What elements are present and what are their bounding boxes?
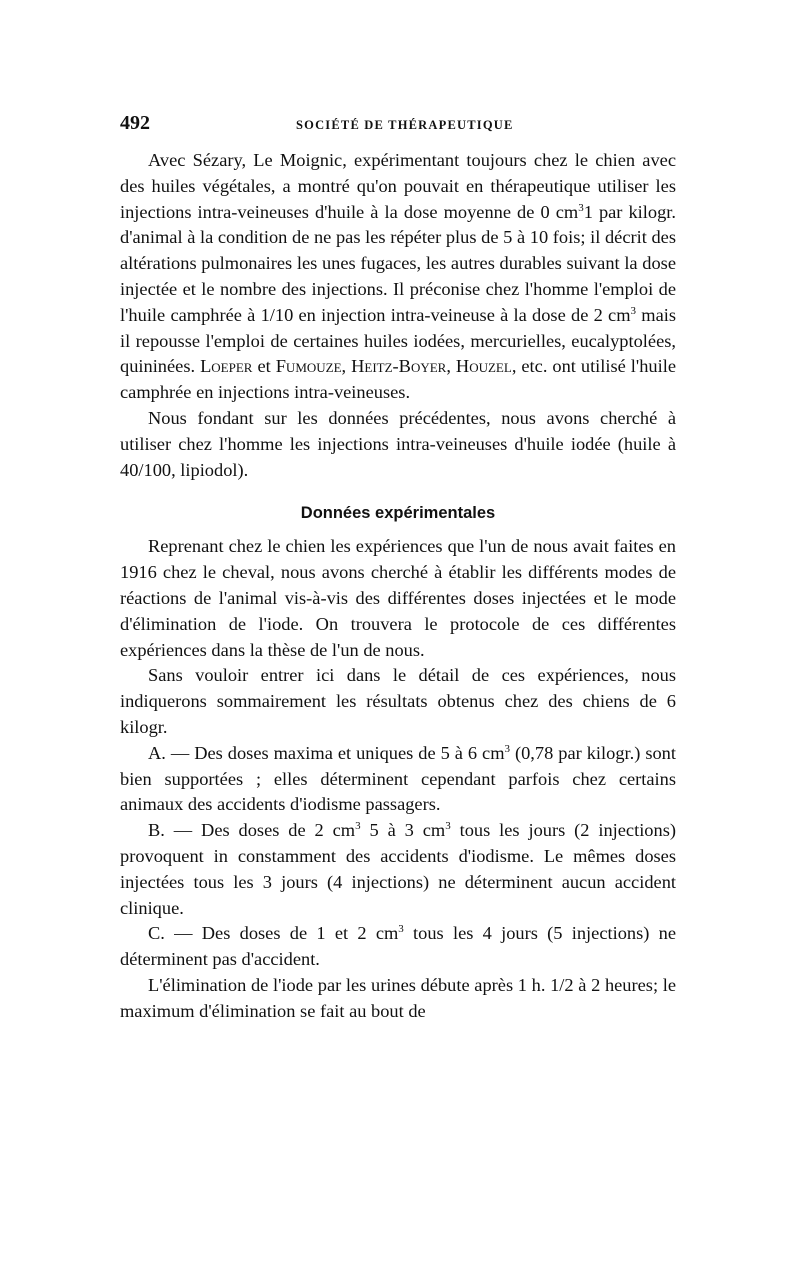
text-run: , etc. ont utilisé l'huile camphrée en injections intra-veineuses. xyxy=(120,356,676,403)
running-title: SOCIÉTÉ DE THÉRAPEUTIQUE xyxy=(296,118,514,132)
text-run: A. — Des doses maxima et uniques de 5 à 6 cm xyxy=(148,742,505,763)
superscript: 3 xyxy=(630,304,637,317)
body-text xyxy=(120,148,676,1025)
section-heading: Données expérimentales xyxy=(300,504,496,523)
text-run: et xyxy=(252,356,276,377)
superscript: 3 xyxy=(355,820,361,832)
page-header xyxy=(120,112,676,138)
paragraph-b xyxy=(120,818,676,921)
page-number: 492 xyxy=(120,112,150,134)
paragraph-5: L'élimination de l'iode par les urines débute après 1 h. 1/2 à 2 heures; le maximum d'élimination se fait au bout de xyxy=(120,974,676,1021)
text-run: (0,78 par kilogr.) sont bien supportées ; elles déterminent cependant parfois chez certains animaux des accidents d'iodisme passagers. xyxy=(120,742,676,815)
paragraph-4: Sans vouloir entrer ici dans le détail de ces expériences, nous indiquerons sommairement les résultats obtenus chez des chiens de 6 kilogr. xyxy=(120,665,676,737)
author-name: Fumouze xyxy=(275,356,342,377)
superscript: 3 xyxy=(445,820,451,832)
superscript: 3 xyxy=(578,201,584,214)
text-run: Avec Sézary, Le Moignic, expérimentant toujours chez le chien avec des huiles végétales, a montré qu'on pouvait en thérapeutique utiliser les injections intra-veineuses d'huile à la dose moyenne de 0 cm xyxy=(120,150,676,222)
text-run: 1 par kilogr. d'animal à la condition de ne pas les répéter plus de 5 à 10 fois; il décrit des altérations pulmonaires les unes fugaces, les autres durables suivant la dose injectée et le nombre des injections. Il préconise chez l'homme l'emploi de l'huile camphrée à 1/10 en injection intra-veineuse à la dose de 2 cm xyxy=(120,201,676,325)
text-run: tous les 4 jours (5 injections) ne déterminent pas d'accident. xyxy=(120,923,676,970)
author-name: Heitz-Boyer xyxy=(351,356,447,377)
text-run: mais il repousse l'emploi de certaines huiles iodées, mercurielles, eucalyptolées, quininées. xyxy=(120,304,676,377)
paragraph-1 xyxy=(120,148,676,406)
text-run: 5 à 3 cm xyxy=(360,820,446,841)
paragraph-2: Nous fondant sur les données précédentes, nous avons cherché à utiliser chez l'homme les injections intra-veineuses d'huile iodée (huile à 40/100, lipiodol). xyxy=(120,407,676,480)
paragraph-a xyxy=(120,741,676,818)
author-name: Houzel xyxy=(455,356,512,377)
author-name: Loeper xyxy=(200,356,253,377)
superscript: 3 xyxy=(504,742,511,755)
text-run: , xyxy=(341,356,352,377)
text-run: , xyxy=(446,356,456,377)
document-page xyxy=(120,112,676,1025)
text-run: tous les jours (2 injections) provoquent in constamment des accidents d'iodisme. Le mêmes doses injectées tous les 3 jours (4 injections) ne déterminent aucun accident clinique. xyxy=(120,820,676,918)
paragraph-3: Reprenant chez le chien les expériences que l'un de nous avait faites en 1916 chez le cheval, nous avons cherché à établir les différents modes de réactions de l'animal vis-à-vis des différentes doses injectées et le mode d'élimination de l'iode. On trouvera le protocole de ces différentes expériences dans la thèse de l'un de nous. xyxy=(120,536,676,660)
superscript: 3 xyxy=(398,923,404,936)
text-run: C. — Des doses de 1 et 2 cm xyxy=(148,923,399,944)
paragraph-c xyxy=(120,921,676,973)
text-run: B. — Des doses de 2 cm xyxy=(148,820,356,841)
